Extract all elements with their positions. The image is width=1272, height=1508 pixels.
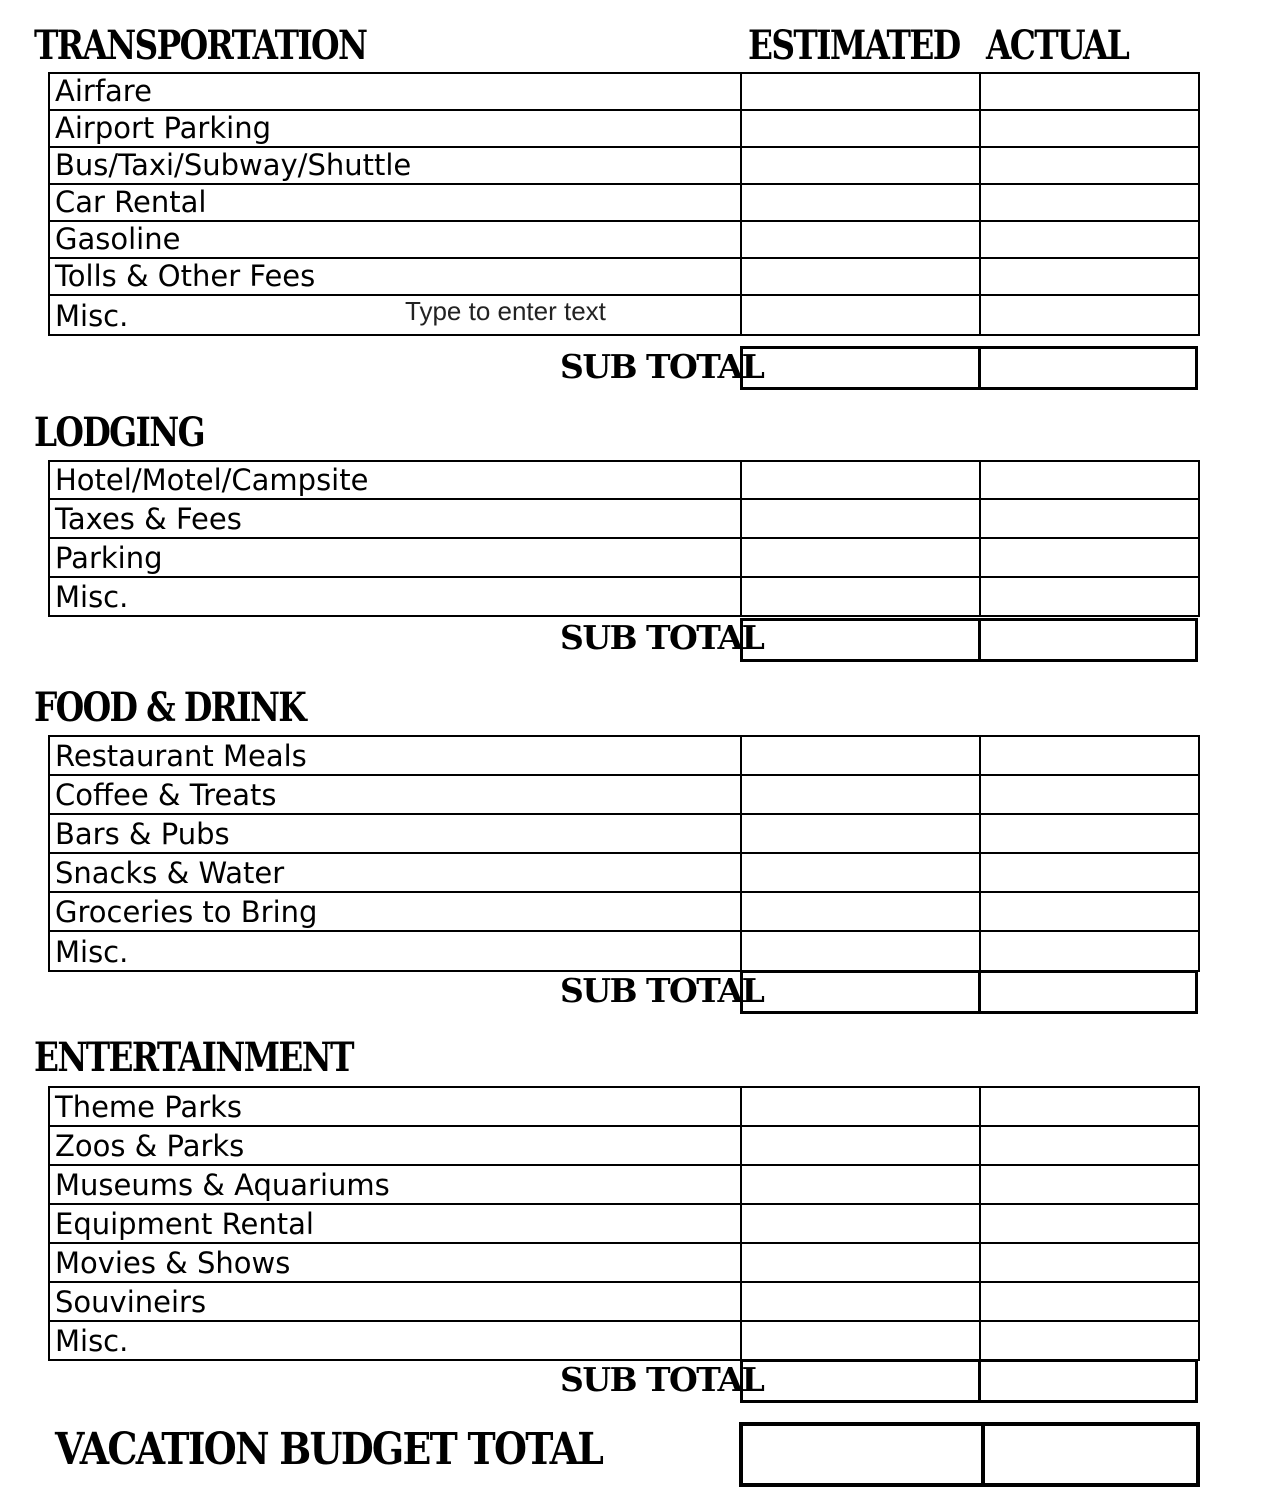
actual-cell[interactable] <box>980 1282 1199 1321</box>
table-row <box>49 736 1199 775</box>
item-label: Souvineirs <box>49 1282 741 1321</box>
table-row <box>49 221 1199 258</box>
actual-cell[interactable] <box>980 814 1199 853</box>
item-label: Coffee & Treats <box>49 775 741 814</box>
table-row <box>49 499 1199 538</box>
estimated-cell[interactable] <box>741 931 980 971</box>
estimated-cell[interactable] <box>741 1282 980 1321</box>
estimated-cell[interactable] <box>741 1126 980 1165</box>
actual-cell[interactable] <box>980 1087 1199 1126</box>
total-estimated-cell[interactable] <box>743 1426 985 1483</box>
transportation-table <box>48 72 1200 336</box>
estimated-cell[interactable] <box>741 1165 980 1204</box>
actual-cell[interactable] <box>980 221 1199 258</box>
actual-cell[interactable] <box>980 461 1199 499</box>
table-row <box>49 1126 1199 1165</box>
subtotal-label-entertainment: SUB TOTAL <box>560 1360 764 1399</box>
estimated-cell[interactable] <box>741 499 980 538</box>
table-row <box>49 1243 1199 1282</box>
entertainment-table <box>48 1086 1200 1361</box>
estimated-cell[interactable] <box>741 1087 980 1126</box>
subtotal-estimated-cell[interactable] <box>743 973 981 1011</box>
item-label: Restaurant Meals <box>49 736 741 775</box>
subtotal-actual-cell[interactable] <box>981 1362 1195 1400</box>
lodging-table <box>48 460 1200 617</box>
estimated-cell[interactable] <box>741 147 980 184</box>
section-title-entertainment: ENTERTAINMENT <box>34 1034 353 1081</box>
actual-cell[interactable] <box>980 1165 1199 1204</box>
table-row <box>49 1165 1199 1204</box>
actual-cell[interactable] <box>980 1126 1199 1165</box>
actual-column-header: ACTUAL <box>986 22 1129 69</box>
actual-cell[interactable] <box>980 1204 1199 1243</box>
table-row <box>49 1087 1199 1126</box>
estimated-cell[interactable] <box>741 73 980 110</box>
estimated-cell[interactable] <box>741 221 980 258</box>
item-label: Gasoline <box>49 221 741 258</box>
subtotal-estimated-cell[interactable] <box>743 349 981 387</box>
actual-cell[interactable] <box>980 736 1199 775</box>
subtotal-box-entertainment <box>740 1359 1198 1403</box>
subtotal-label-transportation: SUB TOTAL <box>560 347 764 386</box>
actual-cell[interactable] <box>980 775 1199 814</box>
item-label: Hotel/Motel/Campsite <box>49 461 741 499</box>
estimated-cell[interactable] <box>741 184 980 221</box>
estimated-cell[interactable] <box>741 775 980 814</box>
subtotal-box-food-drink <box>740 970 1198 1014</box>
subtotal-label-lodging: SUB TOTAL <box>560 618 764 657</box>
table-row <box>49 73 1199 110</box>
actual-cell[interactable] <box>980 577 1199 616</box>
estimated-cell[interactable] <box>741 258 980 295</box>
subtotal-actual-cell[interactable] <box>981 973 1195 1011</box>
subtotal-estimated-cell[interactable] <box>743 1362 981 1400</box>
item-label: Taxes & Fees <box>49 499 741 538</box>
table-row <box>49 184 1199 221</box>
actual-cell[interactable] <box>980 147 1199 184</box>
vacation-budget-total-box <box>739 1422 1200 1487</box>
estimated-cell[interactable] <box>741 461 980 499</box>
section-title-transportation: TRANSPORTATION <box>34 22 367 69</box>
subtotal-box-transportation <box>740 346 1198 390</box>
subtotal-estimated-cell[interactable] <box>743 621 981 659</box>
subtotal-box-lodging <box>740 618 1198 662</box>
total-actual-cell[interactable] <box>985 1426 1196 1483</box>
actual-cell[interactable] <box>980 1321 1199 1360</box>
item-label: Groceries to Bring <box>49 892 741 931</box>
actual-cell[interactable] <box>980 1243 1199 1282</box>
table-row <box>49 110 1199 147</box>
estimated-cell[interactable] <box>741 538 980 577</box>
table-row <box>49 538 1199 577</box>
actual-cell[interactable] <box>980 892 1199 931</box>
item-label: Theme Parks <box>49 1087 741 1126</box>
item-label: Bus/Taxi/Subway/Shuttle <box>49 147 741 184</box>
table-row <box>49 577 1199 616</box>
item-label: Equipment Rental <box>49 1204 741 1243</box>
actual-cell[interactable] <box>980 295 1199 335</box>
item-label: Misc. <box>49 1321 741 1360</box>
estimated-cell[interactable] <box>741 295 980 335</box>
table-row <box>49 258 1199 295</box>
actual-cell[interactable] <box>980 110 1199 147</box>
subtotal-label-food-drink: SUB TOTAL <box>560 971 764 1010</box>
item-label: Misc. <box>49 931 741 971</box>
item-label: Car Rental <box>49 184 741 221</box>
actual-cell[interactable] <box>980 931 1199 971</box>
item-label: Snacks & Water <box>49 853 741 892</box>
table-row <box>49 1321 1199 1360</box>
item-label: Parking <box>49 538 741 577</box>
table-row <box>49 892 1199 931</box>
estimated-cell[interactable] <box>741 892 980 931</box>
table-row <box>49 1204 1199 1243</box>
item-label: Misc. <box>49 577 741 616</box>
estimated-cell[interactable] <box>741 814 980 853</box>
subtotal-actual-cell[interactable] <box>981 621 1195 659</box>
table-row <box>49 1282 1199 1321</box>
actual-cell[interactable] <box>980 538 1199 577</box>
table-row <box>49 461 1199 499</box>
estimated-cell[interactable] <box>741 577 980 616</box>
subtotal-actual-cell[interactable] <box>981 349 1195 387</box>
table-row <box>49 295 1199 335</box>
item-label: Tolls & Other Fees <box>49 258 741 295</box>
estimated-cell[interactable] <box>741 1243 980 1282</box>
item-label: Movies & Shows <box>49 1243 741 1282</box>
estimated-cell[interactable] <box>741 1321 980 1360</box>
item-label: Misc. <box>49 295 741 335</box>
item-label: Airfare <box>49 73 741 110</box>
table-row <box>49 775 1199 814</box>
actual-cell[interactable] <box>980 184 1199 221</box>
estimated-cell[interactable] <box>741 853 980 892</box>
table-row <box>49 853 1199 892</box>
actual-cell[interactable] <box>980 258 1199 295</box>
item-label: Bars & Pubs <box>49 814 741 853</box>
estimated-cell[interactable] <box>741 736 980 775</box>
vacation-budget-total-label: VACATION BUDGET TOTAL <box>55 1424 603 1475</box>
food-drink-table <box>48 735 1200 972</box>
table-row <box>49 814 1199 853</box>
table-row <box>49 147 1199 184</box>
estimated-cell[interactable] <box>741 110 980 147</box>
actual-cell[interactable] <box>980 499 1199 538</box>
section-title-food-drink: FOOD & DRINK <box>34 684 306 731</box>
text-placeholder-overlay[interactable]: Type to enter text <box>405 296 606 326</box>
item-label: Zoos & Parks <box>49 1126 741 1165</box>
actual-cell[interactable] <box>980 73 1199 110</box>
section-title-lodging: LODGING <box>34 409 204 456</box>
table-row <box>49 931 1199 971</box>
estimated-cell[interactable] <box>741 1204 980 1243</box>
item-label: Airport Parking <box>49 110 741 147</box>
item-label: Museums & Aquariums <box>49 1165 741 1204</box>
actual-cell[interactable] <box>980 853 1199 892</box>
estimated-column-header: ESTIMATED <box>748 22 960 69</box>
